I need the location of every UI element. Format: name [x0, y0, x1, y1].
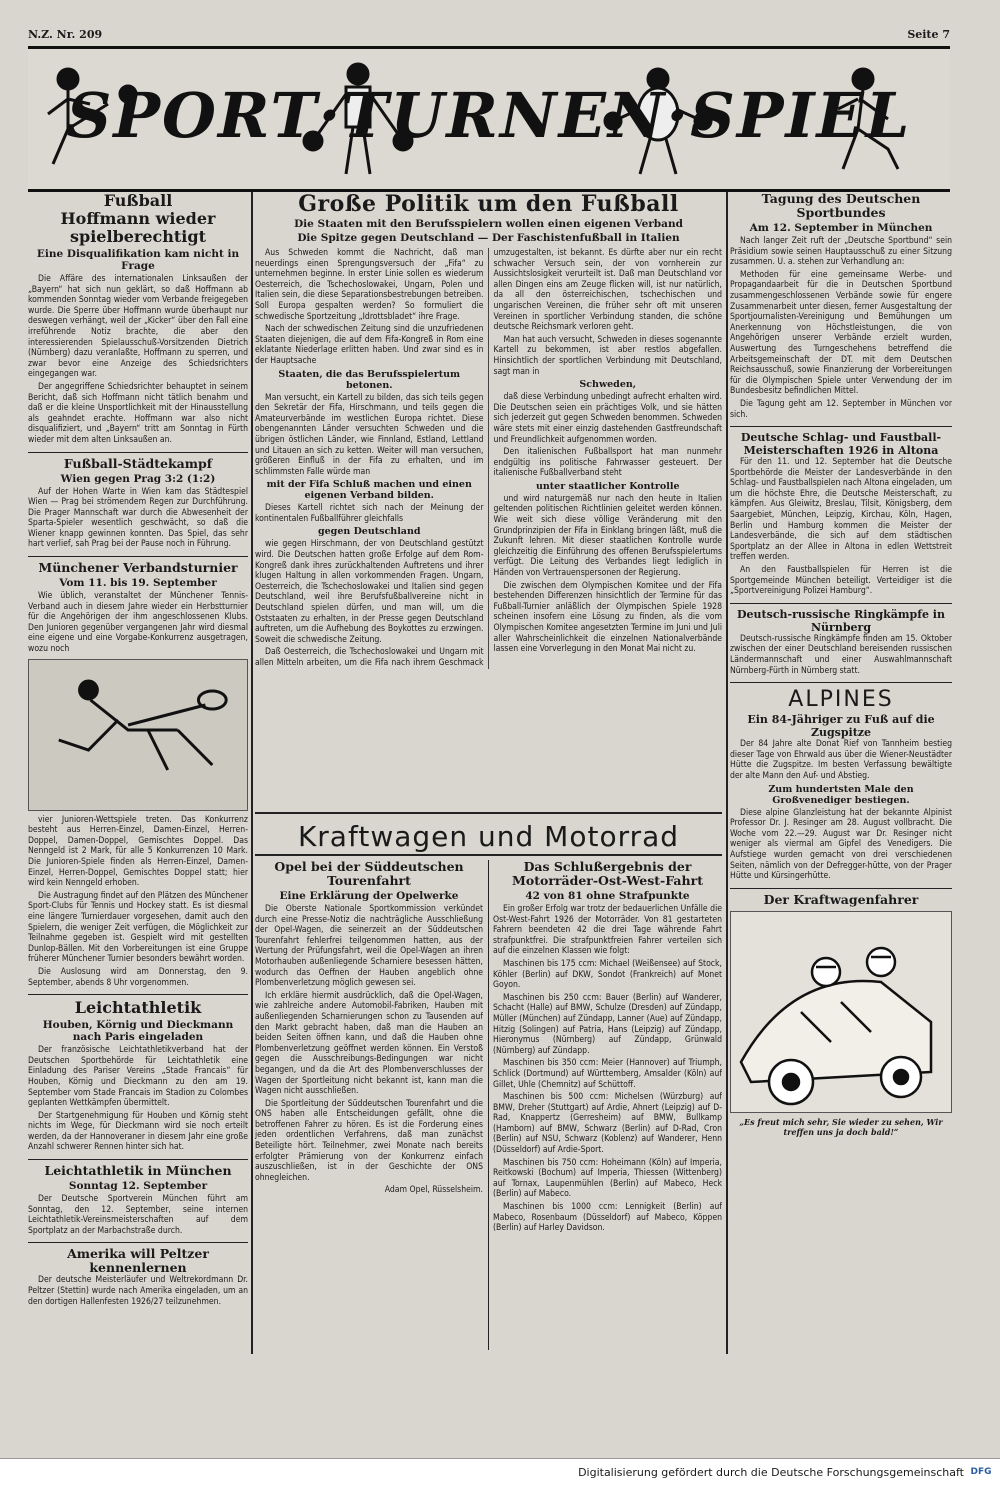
paragraph: Methoden für eine gemeinsame Werbe- und Propagandaarbeit für die in Deutschen Sportbund zusammengeschlossenen Verbände sowie für engere Zusammenarbeit unter diesen, ferner Ausgestaltung der Sportjournalisten-Vereinigung und Bemühungen um Anerkennung von Höchstleistungen, die von Angehörigen unserer Verbände erzielt wurden, Auswertung des Turngeschehens betreffend die Arbeitsgemeinschaft der DT. mit dem Deutschen Reichsausschuß, sowie Finanzierung der Vorbereitungen für die Olympischen Spiele unter Verwendung der im Bundesbesitz befindlichen Mittel. — [730, 269, 952, 397]
article-verbandsturnier — [28, 561, 248, 988]
article-fussball — [28, 192, 248, 446]
issue-number: N.Z. Nr. 209 — [28, 28, 103, 41]
article-title: Deutsch-russische Ringkämpfe in Nürnberg — [737, 607, 945, 634]
paragraph: Maschinen bis 250 ccm: Bauer (Berlin) auf Wanderer, Schacht (Halle) auf BMW, Schulze (Dresden) auf Zündapp, Müller (München) auf Zündapp, Lanner (Aue) auf Zündapp, Hitzig (Solingen) auf Patria, Hans (Leipzig) auf Zündapp, Hieronymus (Nürnberg) auf Zündapp, Grünwald (Nürnberg) auf Zündapp. — [493, 992, 722, 1056]
paragraph: Der französische Leichtathletikverband hat der Deutschen Sportbehörde für Leichtathletik eine Einladung des Pariser Vereins „Stade Francais“ für Houben, Körnig und Dieckmann zu den am 19. September vom Stade Francais im Stadion zu Colombes geplanten Wettkämpfen übermittelt. — [28, 1045, 248, 1109]
inline-subhead: mit der Fifa Schluß machen und einen eigenen Verband bilden. — [266, 479, 472, 502]
article-opel — [255, 860, 483, 1350]
divider — [28, 994, 248, 995]
article-ringkampf — [730, 608, 952, 676]
paragraph: Der deutsche Meisterläufer und Weltrekordmann Dr. Peltzer (Stettin) wurde nach Amerika eingeladen, um an den dortigen Hallenfesten 1926/27 teilzunehmen. — [28, 1275, 248, 1307]
divider — [28, 1242, 248, 1243]
paragraph: Maschinen bis 750 ccm: Hoheimann (Köln) auf Imperia, Reitkowski (Bochum) auf Imperia, Thiessen (Wittenberg) auf Tornax, Laupenmühlen (Berlin) auf Mabeco, Heck (Berlin) auf Mabeco. — [493, 1157, 722, 1200]
paragraph: Daß Oesterreich, die Tschechoslowakei und Ungarn mit allen Mitteln arbeiten, um die Fifa nach ihrem Geschmack umzugestalten, ist bekannt. Es dürfte aber nur ein recht schwacher Versuch sein, der von vornherein zur Aussichtslosigkeit verurteilt ist. Daß man Deutschland vor allen Dingen eins am Zeuge flicken will, ist nur natürlich, da all den österreichischen, tschechischen und ungarischen Vereinen, die früher sehr oft mit unseren Vereinen in sportlicher Verbindung standen, die schöne deutsche Reichsmark verloren geht. — [255, 248, 722, 668]
article-title: Opel bei der Süddeutschen Tourenfahrt — [274, 860, 464, 888]
article-subtitle: Am 12. September in München — [749, 222, 933, 234]
article-title: Fußball-Städtekampf — [63, 455, 213, 471]
article-title: Deutsche Schlag- und Faustball-Meisterschaften 1926 in Altona — [740, 431, 942, 458]
main-article-subtitle-2: Die Spitze gegen Deutschland — Der Faschistenfußball in Italien — [297, 232, 680, 244]
divider — [28, 1159, 248, 1160]
article-subtitle: Vom 11. bis 19. September — [59, 577, 217, 590]
page-number: Seite 7 — [907, 28, 950, 41]
dfg-logo-icon: DFG — [970, 1467, 992, 1477]
article-alpines — [730, 687, 952, 882]
masthead-title: SPORT·TURNEN·SPIEL — [66, 79, 912, 152]
article-title: Hoffmann wieder spielberechtigt — [60, 209, 216, 246]
paragraph: Die Tagung geht am 12. September in München vor sich. — [730, 398, 952, 420]
paragraph: Der Deutsche Sportverein München führt am Sonntag, den 12. September, seine internen Leichtathletik-Vereinsmeisterschaften auf dem Sportplatz an der Marbachstraße durch. — [28, 1194, 248, 1236]
article-title: Münchener Verbandsturnier — [38, 560, 238, 576]
masthead — [28, 46, 950, 192]
paragraph: Maschinen bis 350 ccm: Meier (Hannover) auf Triumph, Schlick (Dortmund) auf Württemberg, Amsalder (Köln) auf Gillet, Uhle (Chemnitz) auf Schüttoff. — [493, 1058, 722, 1090]
paragraph: und wird naturgemäß nur nach den heute in Italien geltenden politischen Richtlinien geleitet werden können. Wie weit sich diese völlige Veränderung mit den Grundprinzipien der Fifa in Einklang bringen läßt, muß die Zukunft lehren. Mit dieser staatlichen Kontrolle wurde gleichzeitig die Einführung des offenen Berufsspielertums verfügt. Die Leitung des Verbandes liegt lediglich in Händen von Vertrauenspersonen der Regierung. — [493, 493, 722, 579]
article-schlag-faustball — [730, 431, 952, 597]
paragraph: Dieses Kartell richtet sich nach der Meinung der kontinentalen Fußballführer gleichfalls — [255, 503, 484, 524]
paragraph: Den italienischen Fußballsport hat man nunmehr endgültig ins politische Fahrwasser gesteuert. Der italienische Fußballverband steht — [493, 447, 722, 479]
paragraph: Ein großer Erfolg war trotz der bedauerlichen Unfälle die Ost-West-Fahrt 1926 der Motorräder. Von 81 gestarteten Fahrern beendeten 42 die drei Tage währende Fahrt strafpunktfrei. Die strafpunktfreien Fahrer verteilen sich auf die einzelnen Klassen wie folgt: — [493, 904, 722, 957]
paragraph: Maschinen bis 1000 ccm: Lennigkeit (Berlin) auf Mabeco, Rosenbaum (Düsseldorf) auf Mabeco, Köppen (Berlin) auf Harley Davidson. — [493, 1202, 722, 1234]
paragraph: vier Junioren-Wettspiele treten. Das Konkurrenz besteht aus Herren-Einzel, Damen-Einzel, Herren-Doppel, Damen-Doppel, Gemischtes Doppel. Das Nenngeld ist 2 Mark, für alle 5 Konkurrenzen 10 Mark. Die Junioren-Spiele finden als Herren-Einzel, Damen-Einzel, Herren-Doppel, Gemischtes Doppel statt; hier wird kein Nenngeld erhoben. — [28, 814, 248, 889]
article-leichtathletik — [28, 999, 248, 1153]
column-right — [730, 192, 952, 1354]
paragraph: Der angegriffene Schiedsrichter behauptet in seinem Bericht, daß sich Hoffmann nicht tätlich benahm und daß er die kleine Unsportlichkeit mit der Hinausstellung als geahndet erachte. Hoffmann war also nicht disqualifiziert, und „Bayern“ tritt am Sonntag in Fürth wieder mit dem alten Linksaußen an. — [28, 381, 248, 445]
divider — [28, 452, 248, 453]
paragraph: Ich erkläre hiermit ausdrücklich, daß die Opel-Wagen, wie zahlreiche andere Automobil-Fabriken, Hauben mit außenliegenden Scharnierungen schon zu Tausenden auf den Markt gebracht haben, daß man die Hauben an beiden Seiten öffnen kann, und daß die Hauben ohne Plombenverletzung geöffnet werden können. Ein Verstoß gegen die Ausschreibungs-Bedingungen war nicht begangen, und da die Art des Plombenverschlusses der Wagen der Sportleitung nicht bekannt ist, kann man die Wagen nicht ausschließen. — [255, 990, 483, 1097]
article-peltzer — [28, 1247, 248, 1307]
article-title: Tagung des Deutschen Sportbundes — [761, 192, 921, 220]
section-rule — [255, 812, 722, 814]
main-article-body — [255, 248, 722, 669]
paragraph: An den Faustballspielen für Herren ist die Sportgemeinde München beteiligt. Verteidiger ist die „Sportvereinigung Polizei Hamburg“. — [730, 565, 952, 597]
paragraph: Der 84 Jahre alte Donat Rief von Tannheim bestieg dieser Tage von Ehrwald aus über die Wiener-Neustädter Hütte die Zugspitze. Im besten Verfassung bewältigte der alte Mann den Auf- und Abstieg. — [730, 739, 952, 781]
article-title: Das Schlußergebnis der Motorräder-Ost-West-Fahrt — [512, 860, 703, 888]
article-subtitle: Eine Disqualifikation kam nicht in Frage — [36, 248, 240, 272]
paragraph: Die zwischen dem Olympischen Komitee und der Fifa bestehenden Differenzen hinsichtlich der Termine für das Fußball-Turnier anläßlich der Olympischen Spiele 1928 scheinen insofern eine Lösung zu finden, als die vom Olympischen Komitee angesetzten Termine im Juni und Juli aller Wahrscheinlichkeit die einzelnen Nationalverbände lassen eine Vorverlegung in den Monat Mai nicht zu. — [493, 580, 722, 655]
article-subtitle: Sonntag 12. September — [68, 1180, 208, 1193]
footer-text: Digitalisierung gefördert durch die Deutsche Forschungsgemeinschaft — [578, 1466, 964, 1479]
article-subtitle: Houben, Körnig und Dieckmann nach Paris eingeladen — [42, 1019, 234, 1044]
column-rule — [251, 192, 253, 1354]
article-title: Leichtathletik — [74, 998, 202, 1018]
article-subtitle: Wien gegen Prag 3:2 (1:2) — [60, 472, 216, 485]
column-left — [28, 192, 248, 1354]
article-la-muenchen — [28, 1164, 248, 1236]
cartoon-illustration — [730, 911, 952, 1113]
paragraph: Wie üblich, veranstaltet der Münchener Tennis-Verband auch in diesem Jahre wieder ein Herbstturnier für die Angehörigen der ihm angeschlossenen Klubs. Den Junioren gegenüber vergangenen Jahr wird diesmal eine eigene und eine Vorgabe-Konkurrenz ausgetragen, wozu noch — [28, 591, 248, 655]
paragraph: Die Affäre des internationalen Linksaußen der „Bayern“ hat sich nun geklärt, so daß Hoffmann ab kommenden Sonntag wieder vom Verbande freigegeben wurde. Die Sperre über Hoffmann wurde überhaupt nur deswegen verhängt, weil der „Kicker“ über den Fall eine irreführende Notiz brachte, die aber den interessierenden Spielausschuß-Vorsitzenden Dietrich (Nürnberg) dazu veranlaßte, Hoffmann zu sperren, und zwar bevor eine Anzeige des Schiedsrichters eingegangen war. — [28, 274, 248, 380]
paragraph: Die Oberste Nationale Sportkommission verkündet durch eine Presse-Notiz die nachträgliche Ausschließung der Opel-Wagen, die seinerzeit an der Süddeutschen Tourenfahrt fehlerfrei teilgenommen hatten, aus der Wertung der Prüfungsfahrt, weil die Opel-Wagen an ihren Motorhauben außenliegende Scharniere besessen hätten, wodurch das Oeffnen der Hauben angeblich ohne Plombenverletzung möglich gewesen sei. — [255, 904, 483, 989]
paragraph: Die Sportleitung der Süddeutschen Tourenfahrt und die ONS haben alle Entscheidungen gefällt, ohne die betroffenen Fahrer zu hören. Es ist die Forderung eines jeden ordentlichen Verfahrens, daß man zunächst Beteiligte hört. Teilnehmer, zwei Monate nach bereits erfolgter Prämierung von der Konkurrenz einfach auszuschließen, ist in der Geschichte der ONS ohnegleichen. — [255, 1098, 483, 1183]
inline-subhead: gegen Deutschland — [317, 526, 421, 538]
main-article-title: Große Politik um den Fußball — [298, 192, 679, 217]
paragraph: Nach langer Zeit ruft der „Deutsche Sportbund“ sein Präsidium sowie seinen Hauptausschuß zu einer Sitzung zusammen. U. a. stehen zur Verhandlung an: — [730, 236, 952, 268]
tennis-player-illustration — [28, 659, 248, 811]
kraftwagen-title: Kraftwagen und Motorrad — [255, 820, 722, 856]
paragraph: Die Austragung findet auf den Plätzen des Münchener Sport-Clubs für Tennis und Hockey statt. Es ist diesmal eine längere Turnierdauer vorgesehen, damit auch den Spielern, die weniger Zeit verfügen, die Möglichkeit zur Teilnahme gegeben ist. Gespielt wird mit gestellten Dunlop-Bällen. Mit den Vorbereitungen ist eine Gruppe früherer Münchener Turnier besonders bewährt worden. — [28, 890, 248, 965]
paragraph: wie gegen Hirschmann, der von Deutschland gestützt wird. Die Deutschen hatten große Erfolge auf dem Rom-Kongreß dank ihres zurückhaltenden Auftretens und ihrer klugen Haltung in allen vorkommenden Fragen. Ungarn, Oesterreich, die Tschechoslowakei und Italien sind gegen Deutschland, weil ihre Berufsfußballvereine nicht in Deutschland spielen dürfen, und man will, um die Oststaaten zu erhalten, in der Presse gegen Deutschland auftreten, um die Aufhebung des Boykottes zu erzwingen. Soweit die schwedische Zeitung. — [255, 539, 484, 645]
article-title: Ein 84-Jähriger zu Fuß auf die Zugspitze — [747, 713, 935, 740]
cartoon-title: Der Kraftwagenfahrer — [763, 891, 919, 907]
article-tagung — [730, 192, 952, 420]
inline-subhead: Zum hundertsten Male den Großvenediger bestiegen. — [768, 783, 914, 806]
paragraph: Man versucht, ein Kartell zu bilden, das sich teils gegen den Sekretär der Fifa, Hirschmann, und teils gegen die Amateurverbände im westlichen Europa richtet. Diese obengenannten Länder versuchten Schweden und die übrigen östlichen Länder, wie Finnland, Estland, Lettland und Litauen an sich zu ketten. Weiter will man versuchen, größeren Einfluß in der Fifa zu erhalten, und im schlimmsten Falle würde man — [255, 392, 484, 477]
column-rule — [488, 860, 489, 1350]
paragraph: Nach der schwedischen Zeitung sind die unzufriedenen Staaten diejenigen, die auf dem Fifa-Kongreß in Rom eine eklatante Niederlage erlitten haben. Und zwar sind es in der Hauptsache — [255, 324, 484, 366]
cartoon — [730, 893, 952, 1137]
inline-subhead: Schweden, — [579, 379, 637, 391]
divider — [730, 682, 952, 683]
inline-subhead: unter staatlicher Kontrolle — [535, 480, 680, 492]
paragraph: Diese alpine Glanzleistung hat der bekannte Alpinist Professor Dr. J. Resinger am 28. August vollbracht. Die Woche vom 22.—29. August war Dr. Resinger nicht weniger als viermal am Gipfel des Venedigers. Die Aufstiege wurden gemacht von drei verschiedenen Seiten, nämlich von der Defregger-hütte, von der Prager Hütte und Kürsingerhütte. — [730, 807, 952, 882]
main-article-subtitle-1: Die Staaten mit den Berufsspielern wollen einen eigenen Verband — [294, 218, 683, 230]
paragraph: Deutsch-russische Ringkämpfe finden am 15. Oktober zwischen der einer Deutschland bereisenden russischen Ländermannschaft und einer Auswahlmannschaft Nürnberg-Fürth in Nürnberg statt. — [730, 633, 952, 676]
paragraph: Der Startgenehmigung für Houben und Körnig steht nichts im Wege, für Dieckmann wird sie noch erteilt werden, da der Hannoveraner in diesem Jahr eine große Anzahl schwerer Rennen hinter sich hat. — [28, 1110, 248, 1153]
column-rule — [726, 192, 728, 1354]
footer-bar — [0, 1458, 1000, 1486]
paragraph: daß diese Verbindung unbedingt aufrecht erhalten wird. Die Deutschen seien ein prächtiges Volk, und sie hätten sich jederzeit gut gegen Schweden benommen. Schweden wäre stets mit einer einzig dastehenden Gastfreundschaft und Freundlichkeit aufgenommen worden. — [493, 392, 722, 445]
article-subtitle: 42 von 81 ohne Strafpunkte — [525, 890, 690, 902]
paragraph: Aus Schweden kommt die Nachricht, daß man neuerdings einen Sprengungsversuch der „Fifa“ zu unternehmen beginne. In erster Linie sollen es wiederum Oesterreich, die Tschechoslowakei, Ungarn, Polen und Italien sein, die diese Separationsbestrebungen betreiben. Soll Europa gespalten werden? So formuliert die schwedische Sportzeitung „Idrottsbladet“ ihre Frage. — [255, 248, 484, 322]
section-kicker: Fußball — [103, 192, 173, 210]
signature: Adam Opel, Rüsselsheim. — [384, 1185, 483, 1196]
article-staedtekampf — [28, 457, 248, 551]
paragraph: Man hat auch versucht, Schweden in dieses sogenannte Kartell zu bekommen, ist aber restlos abgefallen. Hinsichtlich der sportlichen Verbindung mit Deutschland, sagt man in — [493, 334, 722, 377]
divider — [28, 556, 248, 557]
paragraph: Auf der Hohen Warte in Wien kam das Städtespiel Wien — Prag bei strömendem Regen zur Durchführung. Die Prager Mannschaft war durch die Abwesenheit der Sparta-Spieler wesentlich geschwächt, so daß die Wiener knapp gewinnen konnten. Das Spiel, das sehr hart verlief, sah Prag bei der Pause noch in Führung. — [28, 486, 248, 550]
inline-subhead: Staaten, die das Berufsspielertum betonen. — [278, 368, 461, 391]
paragraph: Maschinen bis 500 ccm: Michelsen (Würzburg) auf BMW, Dreher (Stuttgart) auf Ardie, Ahnert (Leipzig) auf D-Rad, Knappertz (Gerresheim) auf BMW, Bullkamp (Hamborn) auf BMW, Schwarz (Berlin) auf D-Rad, Cron (Berlin) auf NSU, Schwarz (Koblenz) auf Wanderer, Henn (Düsseldorf) auf Ardie-Sport. — [493, 1092, 722, 1156]
article-ost-west — [493, 860, 722, 1350]
article-title: Leichtathletik in München — [44, 1163, 232, 1179]
page-header-line — [28, 28, 950, 44]
cartoon-caption: „Es freut mich sehr, Sie wieder zu sehen, Wir treffen uns ja doch bald!“ — [739, 1116, 943, 1137]
divider — [730, 426, 952, 427]
paragraph: Für den 11. und 12. September hat die Deutsche Sportbehörde die Meister der Landesverbände in den Schlag- und Faustballspielen nach Altona eingeladen, um um die höchste Ehre, die Deutsche Meisterschaft, zu kämpfen. Aus Gleiwitz, Breslau, Tilsit, Königsberg, dem Saargebiet, München, Leipzig, Kirchau, Köln, Hagen, Berlin und Hamburg kommen die Meister der Landesverbände, die sich auf dem städtischen Sportplatz an der Allee in Altona in edlen Wettstreit treffen werden. — [730, 457, 952, 563]
paragraph: Maschinen bis 175 ccm: Michael (Weißensee) auf Stock, Köhler (Berlin) auf DKW, Sondot (Frankreich) auf Monet Goyon. — [493, 958, 722, 991]
alpines-label: ALPINES — [788, 687, 894, 713]
kraftwagen-section — [255, 820, 722, 1354]
masthead-illustration — [28, 49, 950, 189]
paragraph: Die Auslosung wird am Donnerstag, den 9. September, abends 8 Uhr vorgenommen. — [28, 966, 248, 988]
article-subtitle: Eine Erklärung der Opelwerke — [279, 890, 459, 902]
divider — [730, 603, 952, 604]
column-main — [255, 192, 722, 807]
article-title: Amerika will Peltzer kennenlernen — [67, 1246, 209, 1276]
divider — [730, 888, 952, 889]
